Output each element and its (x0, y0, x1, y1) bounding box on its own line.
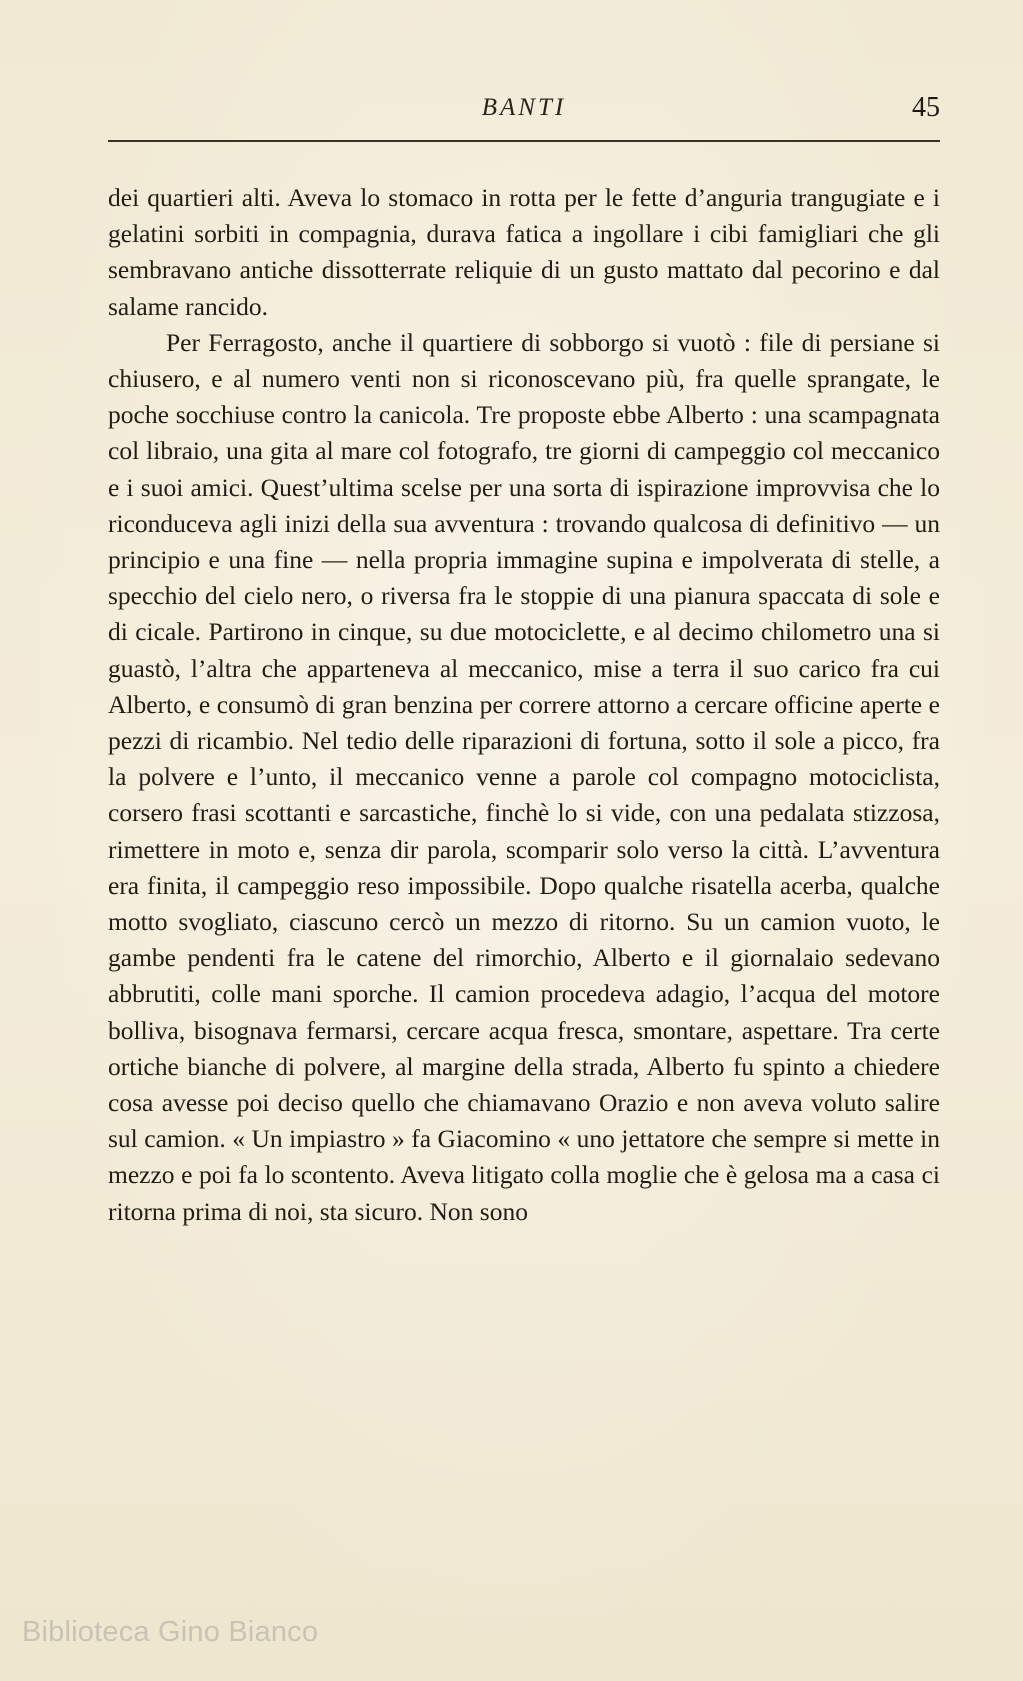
body-text (108, 180, 940, 1230)
library-watermark: Biblioteca Gino Bianco (22, 1616, 319, 1648)
header-rule (108, 140, 940, 142)
page-number: 45 (912, 92, 940, 123)
running-head (108, 92, 940, 132)
paragraph-ferragosto: Per Ferragosto, anche il quartiere di sobborgo si vuotò : file di persiane si chiusero, e al numero venti non si riconoscevano più, fra quelle sprangate, le poche socchiuse contro la canicola. Tre proposte ebbe Alberto : una scampagnata col libraio, una gita al mare col fotografo, tre giorni di campeggio col meccanico e i suoi amici. Quest’ultima scelse per una sorta di ispirazione improvvisa che lo riconduceva agli inizi della sua avventura : trovando qualcosa di definitivo — un principio e una fine — nella propria immagine supina e impolverata di stelle, a specchio del cielo nero, o riversa fra le stoppie di una pianura spaccata di sole e di cicale. Partirono in cinque, su due motociclette, e al decimo chilometro una si guastò, l’altra che apparteneva al meccanico, mise a terra il suo carico fra cui Alberto, e consumò di gran benzina per correre attorno a cercare officine aperte e pezzi di ricambio. Nel tedio delle riparazioni di fortuna, sotto il sole a picco, fra la polvere e l’unto, il meccanico venne a parole col compagno motociclista, corsero frasi scottanti e sarcastiche, finchè lo si vide, con una pedalata stizzosa, rimettere in moto e, senza dir parola, scomparir solo verso la città. L’avventura era finita, il campeggio reso impossibile. Dopo qualche risatella acerba, qualche motto svogliato, ciascuno cercò un mezzo di ritorno. Su un camion vuoto, le gambe pendenti fra le catene del rimorchio, Alberto e il giornalaio sedevano abbrutiti, colle mani sporche. Il camion procedeva adagio, l’acqua del motore bolliva, bisognava fermarsi, cercare acqua fresca, smontare, aspettare. Tra certe ortiche bianche di polvere, al margine della strada, Alberto fu spinto a chiedere cosa avesse poi deciso quello che chiamavano Orazio e non aveva voluto salire sul camion. « Un impiastro » fa Giacomino « uno jettatore che sempre si mette in mezzo e poi fa lo scontento. Aveva litigato colla moglie che è gelosa ma a casa ci ritorna prima di noi, sta sicuro. Non sono (108, 327, 940, 1226)
running-title: BANTI (481, 94, 567, 121)
paragraph-continuation: dei quartieri alti. Aveva lo stomaco in rotta per le fette d’anguria trangugiate e i gelatini sorbiti in compagnia, durava fatica a ingollare i cibi famigliari che gli sembravano antiche dissotterrate reliquie di un gusto mattato dal pecorino e dal salame rancido. (108, 183, 940, 321)
